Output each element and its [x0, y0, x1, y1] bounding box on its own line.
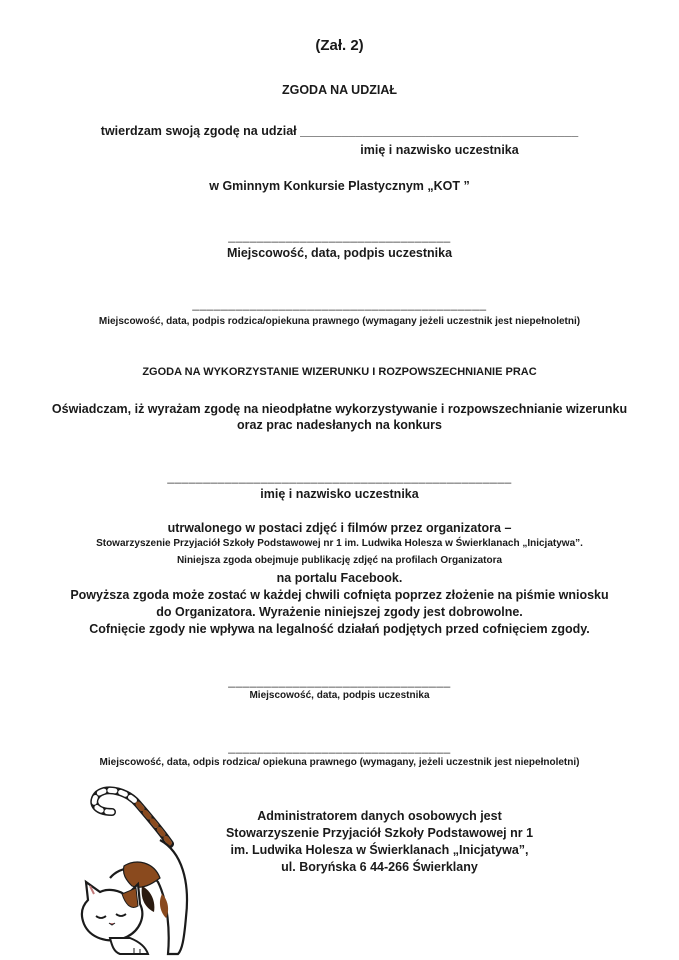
- footer-line-2: Stowarzyszenie Przyjaciół Szkoły Podstawowej nr 1: [225, 826, 534, 840]
- image-consent-para-1: utrwalonego w postaci zdjęć i filmów przez organizatora –: [167, 521, 512, 535]
- image-consent-para-3: Niniejsza zgoda obejmuje publikację zdjęć na profilach Organizatora: [176, 555, 503, 566]
- image-consent-para-6: do Organizatora. Wyrażenie niniejszej zgody jest dobrowolne.: [156, 605, 523, 619]
- attachment-label: (Zał. 2): [315, 37, 364, 54]
- footer-line-4: ul. Boryńska 6 44-266 Świerklany: [281, 860, 478, 874]
- contest-line: w Gminnym Konkursie Plastycznym „KOT ”: [209, 179, 470, 193]
- signature-line-participant-2: _______________________________: [228, 674, 451, 688]
- signature-label-parent-2: Miejscowość, data, odpis rodzica/ opiekuna prawnego (wymagany, jeżeli uczestnik jest niepełnoletni): [99, 757, 580, 768]
- consent-title: ZGODA NA UDZIAŁ: [281, 83, 398, 97]
- participant-name-label: imię i nazwisko uczestnika: [360, 143, 519, 157]
- signature-line-parent: _________________________________________: [192, 297, 487, 311]
- signature-line-participant: _______________________________: [228, 229, 451, 243]
- signature-label-participant-2: Miejscowość, data, podpis uczestnika: [249, 690, 430, 701]
- image-consent-para-5: Powyższa zgoda może zostać w każdej chwili cofnięta poprzez złożenie na piśmie wniosku: [70, 588, 609, 602]
- cat-illustration-icon: [50, 782, 200, 957]
- signature-label-participant: Miejscowość, data, podpis uczestnika: [226, 246, 453, 260]
- image-consent-para-2: Stowarzyszenie Przyjaciół Szkoły Podstawowej nr 1 im. Ludwika Holesza w Świerklanach „Inicjatywa”.: [96, 538, 583, 549]
- signature-label-parent: Miejscowość, data, podpis rodzica/opiekuna prawnego (wymagany jeżeli uczestnik jest niepełnoletni): [98, 316, 581, 327]
- image-consent-statement-2: oraz prac nadesłanych na konkurs: [237, 418, 442, 432]
- image-consent-statement-1: Oświadczam, iż wyrażam zgodę na nieodpłatne wykorzystywanie i rozpowszechnianie wizerunku: [51, 402, 628, 416]
- image-consent-para-4: na portalu Facebook.: [276, 571, 403, 585]
- participant-name-label-2: imię i nazwisko uczestnika: [260, 487, 419, 501]
- image-consent-para-7: Cofnięcie zgody nie wpływa na legalność działań podjętych przed cofnięciem zgody.: [89, 622, 590, 636]
- consent-confirm-line: twierdzam swoją zgodę na udział ________________________________________: [100, 124, 579, 138]
- participant-name-line: ________________________________________________: [167, 470, 512, 484]
- footer-line-3: im. Ludwika Holesza w Świerklanach „Inicjatywa”,: [230, 843, 529, 857]
- image-consent-title: ZGODA NA WYKORZYSTANIE WIZERUNKU I ROZPOWSZECHNIANIE PRAC: [142, 366, 537, 378]
- footer-line-1: Administratorem danych osobowych jest: [257, 809, 502, 823]
- signature-line-parent-2: _______________________________: [228, 740, 451, 754]
